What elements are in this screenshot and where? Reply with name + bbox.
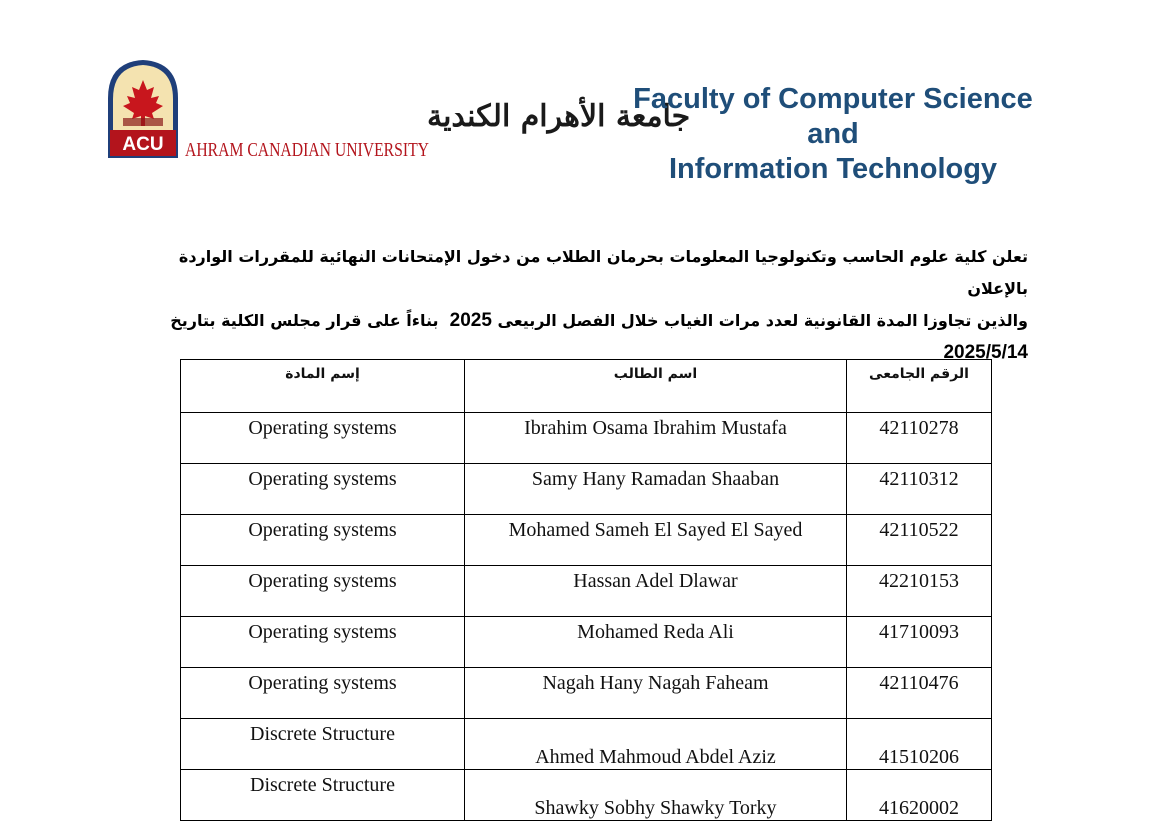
cell-student-name: Nagah Hany Nagah Faheam — [465, 668, 847, 719]
header-student-name: اسم الطالب — [465, 360, 847, 413]
table-row — [181, 617, 992, 668]
cell-student-name: Hassan Adel Dlawar — [465, 566, 847, 617]
table-row — [181, 770, 992, 821]
table-row — [181, 413, 992, 464]
announcement-year: 2025 — [449, 310, 492, 331]
cell-course: Operating systems — [181, 464, 465, 515]
cell-student-id: 42110476 — [847, 668, 992, 719]
deprived-students-table — [180, 359, 992, 821]
cell-student-id: 41620002 — [847, 770, 992, 821]
announcement-line-2 — [120, 305, 1028, 337]
logo-arabic-name: جامعة الأهرام الكندية — [427, 99, 691, 134]
cell-course: Operating systems — [181, 617, 465, 668]
logo-english-name: AHRAM CANADIAN UNIVERSITY — [185, 139, 429, 161]
cell-course: Operating systems — [181, 668, 465, 719]
cell-course: Discrete Structure — [181, 719, 465, 770]
cell-student-id: 42110312 — [847, 464, 992, 515]
cell-student-id: 41710093 — [847, 617, 992, 668]
cell-student-id: 42110278 — [847, 413, 992, 464]
faculty-line-3: Information Technology — [668, 153, 998, 185]
cell-course: Discrete Structure — [181, 770, 465, 821]
table-row — [181, 515, 992, 566]
table-row — [181, 719, 992, 770]
university-logo — [105, 58, 691, 163]
header-course: إسم المادة — [181, 360, 465, 413]
cell-course: Operating systems — [181, 515, 465, 566]
cell-student-id: 41510206 — [847, 719, 992, 770]
table-row — [181, 566, 992, 617]
table-row — [181, 464, 992, 515]
announcement-date: 2025/5/14 — [943, 342, 1028, 363]
cell-course: Operating systems — [181, 566, 465, 617]
announcement-line-2-text: والذين تجاوزا المدة القانونية لعدد مرات الغياب خلال الفصل الربيعى — [497, 311, 1028, 330]
faculty-line-1: Faculty of Computer Science — [633, 83, 1033, 115]
cell-student-name: Samy Hany Ramadan Shaaban — [465, 464, 847, 515]
announcement-line-1: تعلن كلية علوم الحاسب وتكنولوجيا المعلومات بحرمان الطلاب من دخول الإمتحانات النهائية للمقررات الواردة بالإعلان — [178, 247, 1028, 298]
table-row — [181, 668, 992, 719]
cell-student-name: Mohamed Reda Ali — [465, 617, 847, 668]
cell-student-name: Ibrahim Osama Ibrahim Mustafa — [465, 413, 847, 464]
cell-student-id: 42110522 — [847, 515, 992, 566]
cell-course: Operating systems — [181, 413, 465, 464]
announcement — [120, 241, 1028, 369]
faculty-line-2: and — [807, 118, 859, 150]
logo-script-mark — [123, 118, 163, 126]
logo-abbrev: ACU — [122, 134, 164, 155]
faculty-title — [590, 82, 1076, 187]
cell-student-name: Ahmed Mahmoud Abdel Aziz — [465, 719, 847, 770]
cell-student-name: Mohamed Sameh El Sayed El Sayed — [465, 515, 847, 566]
cell-student-id: 42210153 — [847, 566, 992, 617]
table-header-row — [181, 360, 992, 413]
cell-student-name: Shawky Sobhy Shawky Torky — [465, 770, 847, 821]
announcement-decision: بناءاً على قرار مجلس الكلية بتاريخ — [170, 311, 439, 330]
header-student-id: الرقم الجامعى — [847, 360, 992, 413]
